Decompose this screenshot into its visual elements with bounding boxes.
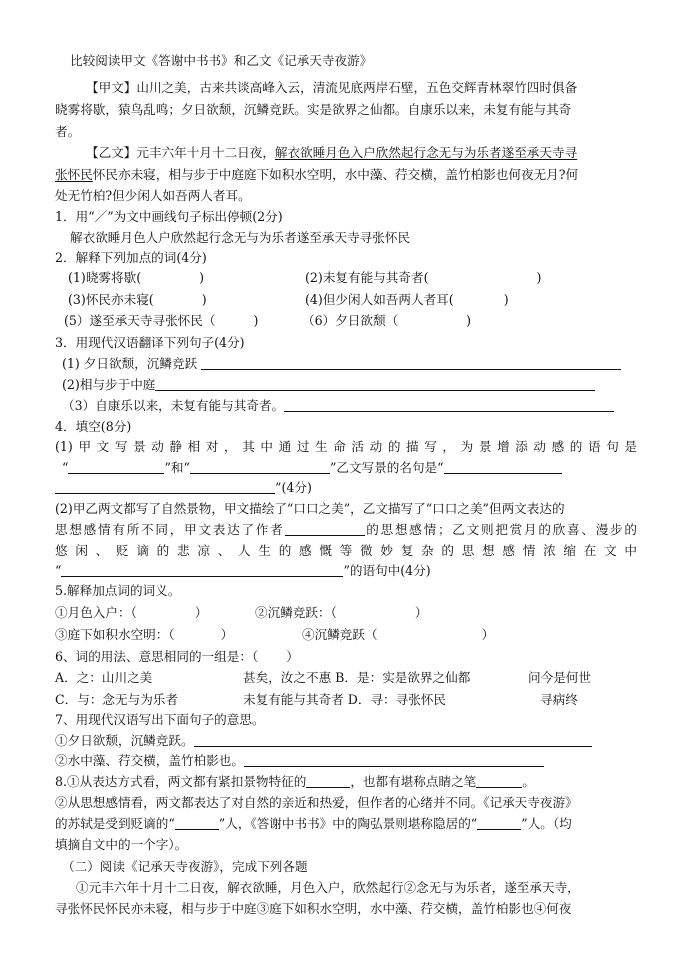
q6-option-d-end: 寻病终 [540, 692, 578, 707]
q8-line-1: 8.①从表达方式看，两文都有紧扣景物特征的 ，也都有堪称点睛之笔 。 [55, 774, 535, 789]
q6-option-a: A．之：山川之美 [55, 670, 153, 685]
q3-stem: 3．用现代汉语翻译下列句子(4分) [55, 335, 245, 350]
part2-line-1: ①元丰六年十月十二日夜，解衣欲睡，月色入户，欣然起行②念无与为乐者，遂至承天寺， [76, 880, 580, 895]
q4-stem: 4．填空(8分) [55, 419, 132, 434]
part2-line-2: 寻张怀民怀民亦未寝，相与步于中庭③庭下如积水空明，水中藻、荇交横，盖竹柏影也④何夜 [55, 901, 572, 916]
q4-p2: (2)甲乙两文都写了自然景物，甲文描绘了“口口之美”，乙文描写了“口口之美”但两文表达的 [55, 501, 565, 516]
q5-item-2: ②沉鳞竞跃：（ ） [255, 605, 428, 620]
q4-p2-end: “ ”的语句中(4分) [55, 563, 431, 578]
q8-line-2: ②从思想感情看，两文都表达了对自然的亲近和热爱，但作者的心绪并不同。《记承天寺夜游》 [55, 795, 578, 810]
jiawen-line-3: 者。 [55, 124, 81, 139]
yiwen-line-3: 处无竹柏?但少闲人如吾两人者耳。 [55, 188, 251, 203]
answer-line[interactable] [194, 732, 592, 747]
answer-blank[interactable] [55, 479, 275, 494]
yiwen-text: 元丰六年十月十二日夜， [136, 145, 275, 160]
q5-stem: 5.解释加点词的词义。 [55, 583, 181, 598]
q2-item-4: (4)但少闲人如吾两人者耳( ) [305, 292, 509, 307]
answer-blank[interactable] [476, 773, 522, 788]
answer-blank[interactable] [68, 459, 164, 474]
q5-item-3: ③庭下如积水空明：（ ） [55, 627, 234, 642]
intro-line: 比较阅读甲文《答谢中书书》和乙文《记承天寺夜游》 [70, 53, 373, 68]
q2-item-6: （6）夕日欲颓（ ) [302, 313, 472, 328]
q4-p1: (1)甲文写景动静相对，其中通过生命活动的描写，为景增添动感的语句是 [55, 439, 637, 454]
underlined-sentence: 解衣欲睡月色入户欣然起行念无与为乐者遂至承天寺寻 [274, 145, 578, 160]
answer-blank[interactable] [285, 521, 365, 536]
q3-item-2: (2)相与步于中庭 [62, 375, 595, 394]
q2-stem: 2．解释下列加点的词(4分) [55, 250, 207, 265]
q1-sentence: 解衣欲睡月色人户欣然起行念无与为乐者遂至承天寺寻张怀民 [70, 230, 411, 245]
answer-line[interactable] [284, 397, 614, 412]
q7-item-1: ①夕日欲颓，沉鳞竞跃。 [55, 731, 592, 750]
q8-line-3: 的苏轼是受到贬谪的“ ”人，《答谢中书书》中的陶弘景则堪称隐居的“ ”人。（均 [55, 816, 572, 831]
answer-blank[interactable] [175, 815, 219, 830]
answer-line[interactable] [155, 376, 595, 391]
jiawen-line-1 [86, 78, 577, 97]
q5-item-1: ①月色入户：（ ） [55, 605, 208, 620]
q6-option-cd: 未复有能与其奇者 D．寻：寻张怀民 [243, 692, 447, 707]
q2-item-5: (5）遂至承天寺寻张怀民（ ) [64, 313, 259, 328]
q6-option-b-end: 问今是何世 [528, 670, 591, 685]
q2-item-2: (2)未复有能与其奇者( ) [305, 270, 542, 285]
jiawen-label: 【甲文】 [86, 80, 137, 95]
q4-p1-end: ”(4分) [55, 478, 312, 497]
yiwen-label: 【乙文】 [86, 145, 137, 160]
jiawen-line-2: 晓雾将歇，猿鸟乱鸣；夕日欲颓，沉鳞竞跃。实是欲界之仙都。自康乐以来，未复有能与其奇 [55, 102, 572, 117]
answer-blank[interactable] [61, 562, 343, 577]
q3-item-3: （3）自康乐以来，未复有能与其奇者。 [62, 396, 614, 415]
q2-item-1: (1)晓雾将歇( ) [68, 270, 205, 285]
answer-blank[interactable] [477, 815, 521, 830]
part2-title: （二）阅读《记承天寺夜游》，完成下列各题 [62, 859, 308, 874]
q4-p2b: 思想感情有所不同，甲文表达了作者 的思想感情；乙文则把赏月的欣喜、漫步的 [55, 522, 638, 537]
q3-item-1: (1) 夕日欲颓，沉鳞竞跃 [62, 354, 621, 373]
q4-p2d: 悠闲、贬谪的悲凉、人生的感慨等微妙复杂的思想感情浓缩在文中 [55, 543, 637, 558]
yiwen-text-2: 怀民亦未寝，相与步于中庭庭下如积水空明，水中藻、荇交横，盖竹柏影也何夜无月?何 [92, 167, 579, 182]
yiwen-line-1 [86, 143, 577, 162]
jiawen-text: 山川之美，古来共谈高峰入云，清流见底两岸石壁，五色交辉青林翠竹四时俱备 [136, 80, 578, 95]
answer-line[interactable] [244, 752, 544, 767]
q6-option-ab: 甚矣，汝之不惠 B．是：实是欲界之仙都 [243, 670, 471, 685]
q8-line-4: 填摘自文中的一个字）。 [55, 837, 188, 852]
q2-item-3: (3)怀民亦未寝( ) [68, 292, 207, 307]
answer-blank[interactable] [190, 459, 330, 474]
underlined-sentence-end: 张怀民 [55, 167, 93, 182]
q7-stem: 7、用现代汉语写出下面句子的意思。 [55, 712, 265, 727]
answer-blank[interactable] [306, 773, 350, 788]
q6-stem: 6、词的用法、意思相同的一组是：（ ） [55, 649, 299, 664]
answer-line[interactable] [201, 355, 621, 370]
yiwen-line-2 [55, 165, 578, 184]
q5-item-4: ④沉鳞竞跃（ ） [302, 627, 495, 642]
answer-blank[interactable] [444, 459, 562, 474]
q4-p1-blanks: “ ”和“ ”乙文写景的名句是“ [62, 458, 562, 477]
q1-stem: 1．用“／”为文中画线句子标出停顿(2分) [55, 209, 283, 224]
q7-item-2: ②水中藻、荇交横，盖竹柏影也。 [55, 751, 544, 770]
q6-option-c: C．与：念无与为乐者 [55, 692, 178, 707]
